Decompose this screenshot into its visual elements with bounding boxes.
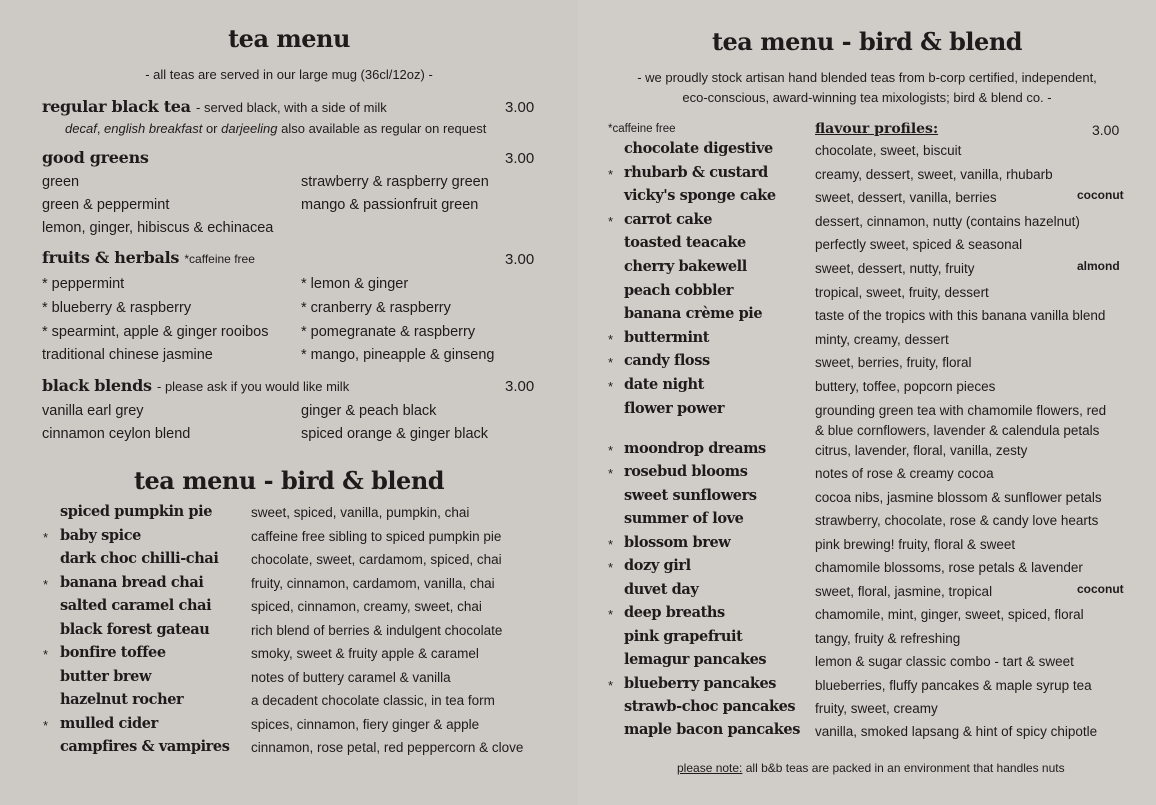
section-heading-greens: good greens (42, 148, 149, 167)
section-heading-herbals (42, 248, 255, 267)
caffeine-free-star: * (608, 677, 614, 693)
tea-name: sweet sunflowers (624, 486, 757, 504)
alt-rest: also available as regular on request (277, 121, 487, 136)
tea-flavour-profile: cocoa nibs, jasmine blossom & sunflower petals (815, 489, 1102, 505)
tea-name: butter brew (60, 667, 152, 685)
tea-name: candy floss (624, 352, 710, 370)
tea-name: banana crème pie (624, 305, 763, 323)
caffeine-free-star: * (608, 536, 614, 552)
caffeine-free-star: * (608, 331, 614, 347)
heading-text: regular black tea (42, 97, 191, 116)
allergen-label: almond (1077, 259, 1120, 273)
menu-item: lemon, ginger, hibiscus & echinacea (42, 220, 274, 236)
caffeine-free-star: * (43, 647, 49, 662)
note-text: all b&b teas are packed in an environment that handles nuts (742, 761, 1065, 775)
tea-name: moondrop dreams (624, 440, 766, 457)
tea-flavour-profile: spices, cinnamon, fiery ginger & apple (251, 716, 480, 732)
menu-item: strawberry & raspberry green (301, 174, 489, 190)
tea-name: baby spice (60, 526, 142, 544)
tea-name: hazelnut rocher (60, 691, 184, 708)
price: 3.00 (505, 150, 535, 167)
menu-item: spiced orange & ginger black (301, 426, 489, 442)
regular-alternatives (65, 121, 486, 136)
tea-name: carrot cake (624, 210, 713, 228)
tea-name: bonfire toffee (60, 644, 166, 661)
tea-flavour-profile: notes of rose & creamy cocoa (815, 466, 994, 482)
caffeine-free-note: *caffeine free (608, 123, 676, 135)
heading-text: fruits & herbals (42, 248, 180, 267)
subtitle-line-2: eco-conscious, award-winning tea mixologists; bird & blend co. - (682, 90, 1052, 105)
tea-flavour-profile: rich blend of berries & indulgent chocolate (251, 622, 503, 638)
tea-name: rosebud blooms (624, 463, 748, 481)
tea-flavour-profile: sweet, dessert, nutty, fruity (815, 261, 975, 276)
subtitle-line-1: - we proudly stock artisan hand blended teas from b-corp certified, independent, (637, 70, 1097, 85)
tea-name: vicky's sponge cake (624, 187, 776, 205)
menu-item: mango & passionfruit green (301, 197, 479, 213)
tea-name: dozy girl (624, 557, 691, 575)
price: 3.00 (505, 378, 535, 395)
tea-name: banana bread chai (60, 573, 204, 591)
heading-text: black blends (42, 376, 152, 395)
tea-flavour-profile: blueberries, fluffy pancakes & maple syrup tea (815, 677, 1092, 693)
section-heading-black (42, 376, 349, 395)
alt-english: english breakfast (104, 121, 203, 136)
menu-item: * mango, pineapple & ginseng (301, 347, 495, 363)
menu-item: green & peppermint (42, 197, 170, 213)
caffeine-free-star: * (608, 607, 614, 623)
tea-flavour-profile: lemon & sugar classic combo - tart & sweet (815, 654, 1074, 670)
tea-flavour-profile: buttery, toffee, popcorn pieces (815, 379, 996, 394)
tea-flavour-profile: sweet, floral, jasmine, tropical (815, 583, 993, 599)
price: 3.00 (1092, 122, 1120, 138)
page-title: tea menu (228, 24, 350, 53)
tea-flavour-profile: fruity, sweet, creamy (815, 700, 938, 716)
note-label: please note: (677, 761, 743, 775)
tea-flavour-profile: taste of the tropics with this banana vanilla blend (815, 308, 1106, 324)
tea-flavour-profile: cinnamon, rose petal, red peppercorn & clove (251, 740, 524, 755)
tea-name: buttermint (624, 328, 710, 346)
menu-item: ginger & peach black (301, 403, 437, 419)
tea-name: blueberry pancakes (624, 674, 777, 692)
tea-flavour-profile: minty, creamy, dessert (815, 331, 949, 347)
tea-name: black forest gateau (60, 620, 210, 638)
menu-item: * cranberry & raspberry (301, 300, 451, 316)
subtitle: - all teas are served in our large mug (36cl/12oz) - (145, 67, 433, 82)
tea-name: pink grapefruit (624, 627, 743, 645)
tea-name: summer of love (624, 510, 744, 528)
menu-item: traditional chinese jasmine (42, 347, 213, 363)
caffeine-free-star: * (608, 213, 614, 229)
caffeine-free-star: * (608, 443, 614, 458)
allergen-label: coconut (1077, 581, 1124, 596)
menu-item: * peppermint (42, 276, 125, 292)
tea-flavour-profile: pink brewing! fruity, floral & sweet (815, 536, 1016, 552)
tea-flavour-profile: sweet, berries, fruity, floral (815, 355, 972, 371)
heading-note: - served black, with a side of milk (196, 100, 387, 115)
caffeine-free-star: * (608, 466, 614, 482)
tea-flavour-profile: notes of buttery caramel & vanilla (251, 669, 451, 685)
tea-name: dark choc chilli-chai (60, 550, 219, 567)
caffeine-note: *caffeine free (184, 252, 255, 266)
tea-flavour-profile: creamy, dessert, sweet, vanilla, rhubarb (815, 166, 1053, 182)
tea-name: rhubarb & custard (624, 163, 768, 181)
section-title-bird-blend: tea menu - bird & blend (133, 466, 445, 495)
price: 3.00 (505, 251, 535, 268)
tea-name: campfires & vampires (60, 738, 230, 755)
right-menu-page (578, 0, 1156, 805)
caffeine-free-star: * (608, 166, 614, 182)
tea-name: peach cobbler (624, 281, 734, 299)
caffeine-free-star: * (43, 717, 49, 733)
sep: or (202, 121, 222, 136)
tea-name: toasted teacake (624, 234, 746, 252)
caffeine-free-star: * (43, 576, 49, 592)
section-heading-regular (42, 97, 387, 116)
tea-flavour-profile: caffeine free sibling to spiced pumpkin pie (251, 528, 502, 544)
sep: , (96, 121, 105, 136)
allergen-label: coconut (1077, 188, 1124, 203)
caffeine-free-star: * (608, 355, 614, 371)
menu-item: green (42, 174, 80, 190)
tea-name: flower power (624, 399, 725, 417)
caffeine-free-star: * (43, 529, 49, 545)
tea-name: blossom brew (624, 533, 731, 551)
menu-item: * lemon & ginger (301, 276, 409, 292)
tea-flavour-profile: smoky, sweet & fruity apple & caramel (251, 646, 479, 661)
tea-name: date night (624, 376, 704, 393)
tea-name: chocolate digestive (624, 140, 773, 157)
tea-flavour-profile: grounding green tea with chamomile flowers, red (815, 402, 1107, 418)
alt-darjeeling: darjeeling (221, 121, 278, 136)
caffeine-free-star: * (608, 560, 614, 576)
tea-name: salted caramel chai (60, 597, 212, 614)
page-title: tea menu - bird & blend (711, 27, 1023, 56)
tea-flavour-profile: perfectly sweet, spiced & seasonal (815, 237, 1023, 253)
caffeine-free-star: * (608, 379, 614, 394)
tea-name: deep breaths (624, 604, 725, 622)
tea-name: maple bacon pancakes (624, 721, 801, 739)
tea-flavour-profile: chamomile blossoms, rose petals & lavender (815, 560, 1083, 576)
nut-allergy-note (677, 761, 1065, 775)
menu-item: vanilla earl grey (42, 403, 144, 419)
tea-flavour-profile: sweet, spiced, vanilla, pumpkin, chai (251, 505, 470, 520)
tea-flavour-profile: citrus, lavender, floral, vanilla, zesty (815, 443, 1028, 458)
tea-name: cherry bakewell (624, 258, 747, 275)
tea-flavour-profile: a decadent chocolate classic, in tea form (251, 693, 495, 708)
tea-name: spiced pumpkin pie (60, 503, 213, 520)
menu-item: cinnamon ceylon blend (42, 426, 191, 442)
tea-flavour-profile: tropical, sweet, fruity, dessert (815, 284, 989, 300)
tea-flavour-profile: vanilla, smoked lapsang & hint of spicy chipotle (815, 724, 1098, 740)
tea-flavour-profile: sweet, dessert, vanilla, berries (815, 190, 997, 206)
menu-item: * spearmint, apple & ginger rooibos (42, 324, 269, 340)
tea-flavour-profile: strawberry, chocolate, rose & candy love hearts (815, 513, 1099, 529)
tea-name: strawb-choc pancakes (624, 697, 796, 715)
menu-item: * pomegranate & raspberry (301, 324, 476, 340)
tea-flavour-profile: fruity, cinnamon, cardamom, vanilla, chai (251, 575, 495, 591)
tea-name: lemagur pancakes (624, 651, 767, 669)
tea-flavour-profile: chocolate, sweet, biscuit (815, 143, 962, 158)
tea-flavour-profile-continued: & blue cornflowers, lavender & calendula petals (815, 422, 1100, 438)
tea-name: duvet day (624, 580, 699, 598)
heading-note: - please ask if you would like milk (157, 379, 350, 394)
tea-flavour-profile: spiced, cinnamon, creamy, sweet, chai (251, 599, 482, 614)
tea-flavour-profile: tangy, fruity & refreshing (815, 630, 961, 646)
tea-flavour-profile: chocolate, sweet, cardamom, spiced, chai (251, 552, 502, 567)
flavour-profiles-header: flavour profiles: (815, 121, 939, 137)
alt-decaf: decaf (65, 121, 97, 136)
menu-item: * blueberry & raspberry (42, 300, 192, 316)
tea-flavour-profile: dessert, cinnamon, nutty (contains hazelnut) (815, 213, 1080, 229)
price: 3.00 (505, 99, 535, 116)
tea-name: mulled cider (60, 714, 158, 732)
tea-flavour-profile: chamomile, mint, ginger, sweet, spiced, floral (815, 607, 1084, 623)
